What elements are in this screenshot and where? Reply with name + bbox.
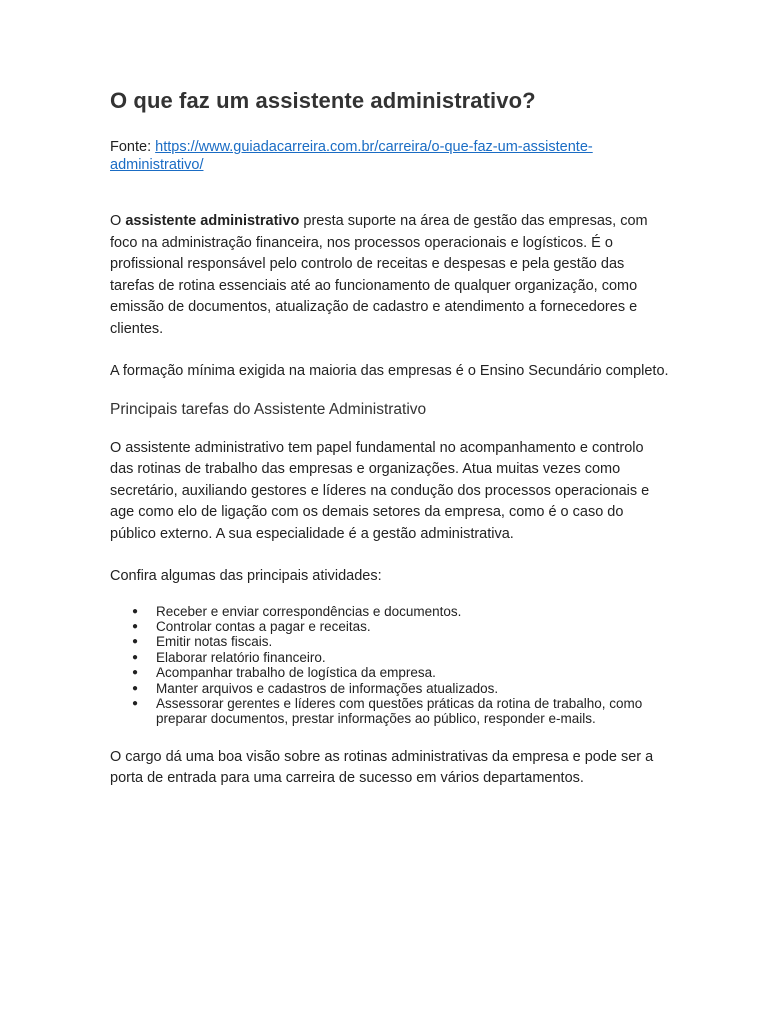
list-item-text: Acompanhar trabalho de logística da empresa. [156, 665, 436, 681]
list-item [110, 634, 670, 649]
bullet-icon: ● [132, 605, 139, 617]
list-item-text: Assessorar gerentes e líderes com questões práticas da rotina de trabalho, como preparar documentos, prestar informações ao público, responder e-mails. [156, 695, 643, 727]
role-paragraph: O assistente administrativo tem papel fundamental no acompanhamento e controlo das rotinas de trabalho das empresas e organizações. Atua muitas vezes como secretário, auxiliando gestores e líderes na condução dos processos operacionais e age como elo de ligação com os demais setores da empresa, como é o caso do público externo. A sua especialidade é a gestão administrativa. [110, 439, 650, 542]
bullet-icon: ● [132, 697, 139, 709]
intro-rest: presta suporte na área de gestão das empresas, com foco na administração financeira, nos processos operacionais e logísticos. É o profissional responsável pelo controlo de receitas e despesas e pela gestão das tarefas de rotina essenciais até ao funcionamento de qualquer organização, como emissão de documentos, atualização de cadastro e atendimento a fornecedores e clientes. [110, 213, 648, 337]
list-item [110, 604, 670, 619]
source-line [110, 138, 670, 174]
section-heading: Principais tarefas do Assistente Administrativo [110, 400, 427, 418]
closing-paragraph: O cargo dá uma boa visão sobre as rotinas administrativas da empresa e pode ser a porta de entrada para uma carreira de sucesso em vários departamentos. [110, 748, 654, 787]
bullet-icon: ● [132, 682, 139, 694]
list-item [110, 681, 670, 696]
bullet-icon: ● [132, 620, 139, 632]
list-intro: Confira algumas das principais atividades: [110, 568, 382, 584]
intro-prefix: O [110, 213, 126, 229]
page-title: O que faz um assistente administrativo? [110, 88, 536, 113]
list-item-text: Elaborar relatório financeiro. [156, 649, 326, 665]
list-item-text: Controlar contas a pagar e receitas. [156, 618, 371, 634]
list-item [110, 696, 670, 727]
intro-bold-term: assistente administrativo [125, 213, 300, 229]
formation-paragraph: A formação mínima exigida na maioria das empresas é o Ensino Secundário completo. [110, 363, 669, 379]
list-item-text: Manter arquivos e cadastros de informações atualizados. [156, 680, 499, 696]
document-page [110, 86, 670, 790]
list-item-text: Receber e enviar correspondências e documentos. [156, 603, 462, 619]
list-item-text: Emitir notas fiscais. [156, 634, 273, 650]
source-link[interactable] [110, 139, 593, 173]
intro-paragraph [110, 211, 670, 340]
source-label: Fonte: [110, 139, 156, 155]
activities-list [110, 604, 670, 727]
source-link-line1: https://www.guiadacarreira.com.br/carreira/o-que-faz-um-assistente- [155, 139, 593, 155]
bullet-icon: ● [132, 667, 139, 679]
bullet-icon: ● [132, 651, 139, 663]
source-link-line2: administrativo/ [110, 157, 204, 173]
bullet-icon: ● [132, 636, 139, 648]
list-item [110, 650, 670, 665]
list-item [110, 619, 670, 634]
list-item [110, 665, 670, 680]
